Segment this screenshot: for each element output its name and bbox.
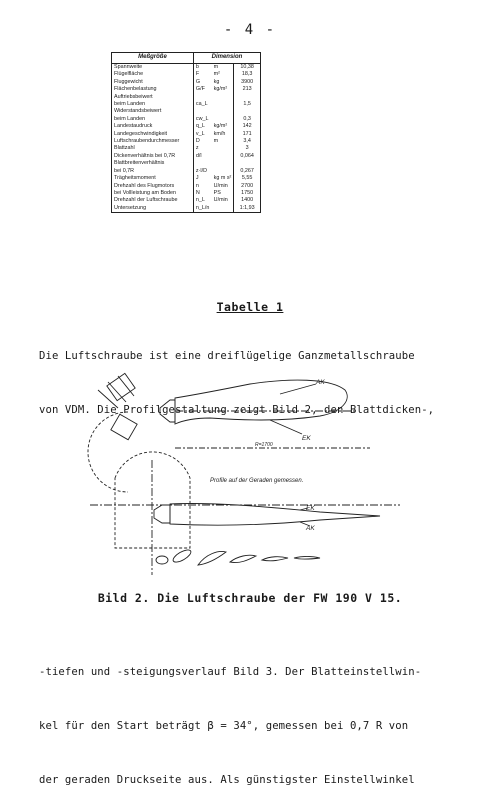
table-row <box>112 145 261 152</box>
cell-label: Trägheitsmoment <box>112 175 194 182</box>
cell-val: 1400 <box>234 197 261 204</box>
blade-stub-bottom <box>111 414 137 440</box>
cell-unit: kg/m² <box>212 86 234 93</box>
cell-sym: D <box>193 138 211 145</box>
table-row <box>112 116 261 123</box>
cell-val: 3,4 <box>234 138 261 145</box>
cell-unit <box>212 145 234 152</box>
cell-sym <box>193 108 211 115</box>
table-row <box>112 175 261 182</box>
cell-sym: z·l/D <box>193 168 211 175</box>
cell-val: 1,5 <box>234 101 261 108</box>
cell-val: 171 <box>234 131 261 138</box>
label-note: Profile auf der Geraden gemessen. <box>210 478 304 484</box>
table-row <box>112 197 261 204</box>
profile-3 <box>198 552 226 565</box>
cell-sym: n <box>193 183 211 190</box>
cell-sym: b <box>193 64 211 72</box>
hub-circle-bottom <box>115 452 190 548</box>
cell-unit: U/min <box>212 183 234 190</box>
cell-label: Landegeschwindigkeit <box>112 131 194 138</box>
table-caption: Tabelle 1 <box>216 300 284 314</box>
cell-unit <box>212 160 234 167</box>
hub-arc-top <box>88 412 128 492</box>
cell-val: 1:1,93 <box>234 205 261 213</box>
paragraph-2-line-3: der geraden Druckseite aus. Als günstigster Einstellwinkel <box>39 774 415 786</box>
cell-label: Drehzahl des Flugmotors <box>112 183 194 190</box>
label-ek-top: EK <box>302 435 311 442</box>
cell-unit: U/min <box>212 197 234 204</box>
cell-label: bei 0,7R <box>112 168 194 175</box>
cell-sym: N <box>193 190 211 197</box>
cell-val: 213 <box>234 86 261 93</box>
cell-val: 1750 <box>234 190 261 197</box>
cell-unit <box>212 168 234 175</box>
table-row <box>112 190 261 197</box>
table-row <box>112 108 261 115</box>
cell-val: 2700 <box>234 183 261 190</box>
label-radius: R=1700 <box>255 442 273 448</box>
cell-unit <box>212 153 234 160</box>
cell-label: Landestaudruck <box>112 123 194 130</box>
cell-sym: cw_L <box>193 116 211 123</box>
cell-sym: J <box>193 175 211 182</box>
profile-6 <box>294 557 320 560</box>
cell-sym: d/l <box>193 153 211 160</box>
profile-5 <box>262 557 288 561</box>
cell-label: Spannweite <box>112 64 194 72</box>
cell-label: Dickenverhältnis bei 0,7R <box>112 153 194 160</box>
table-row <box>112 71 261 78</box>
cell-val: 10,38 <box>234 64 261 72</box>
propeller-figure <box>80 360 420 590</box>
cell-val: 5,55 <box>234 175 261 182</box>
header-quantity: Meßgröße <box>112 53 194 64</box>
blade-hub-cap <box>160 400 175 422</box>
cell-val: 0,064 <box>234 153 261 160</box>
cell-val <box>234 94 261 101</box>
table-row <box>112 79 261 86</box>
cell-label: beim Landen <box>112 101 194 108</box>
cell-label: Flügelfläche <box>112 71 194 78</box>
cell-unit <box>212 108 234 115</box>
cell-val: 3 <box>234 145 261 152</box>
cell-label: Blattzahl <box>112 145 194 152</box>
paragraph-1-line-1: Die Luftschraube ist eine dreiflügelige Ganzmetallschraube <box>39 350 415 362</box>
cell-unit: kg m s² <box>212 175 234 182</box>
cell-unit <box>212 205 234 213</box>
table-row <box>112 160 261 167</box>
cell-unit: kg <box>212 79 234 86</box>
table-row <box>112 86 261 93</box>
cell-unit <box>212 116 234 123</box>
profile-4 <box>230 555 256 562</box>
table-row <box>112 131 261 138</box>
cell-unit <box>212 101 234 108</box>
cell-sym <box>193 94 211 101</box>
cell-sym: q_L <box>193 123 211 130</box>
cell-sym: v_L <box>193 131 211 138</box>
cell-unit: kg/m² <box>212 123 234 130</box>
blade-side-view <box>170 503 380 525</box>
paragraph-2-line-1: -tiefen und -steigungsverlauf Bild 3. Der Blatteinstellwin- <box>39 666 422 678</box>
paragraph-2 <box>39 627 479 807</box>
ek-leader-top <box>270 420 302 434</box>
label-ek-bottom: EK <box>306 505 315 512</box>
cell-label: Auftriebsbeiwert <box>112 94 194 101</box>
cell-sym: F <box>193 71 211 78</box>
table-row <box>112 168 261 175</box>
page-number: - 4 - <box>223 22 277 38</box>
paragraph-2-line-2: kel für den Start beträgt β = 34°, gemessen bei 0,7 R von <box>39 720 409 732</box>
blade-planform-top <box>175 380 347 424</box>
cell-val: 142 <box>234 123 261 130</box>
cell-unit: km/h <box>212 131 234 138</box>
cell-unit: m <box>212 64 234 72</box>
cell-unit: m² <box>212 71 234 78</box>
cell-label: Fluggewicht <box>112 79 194 86</box>
cell-val: 0,267 <box>234 168 261 175</box>
cell-label: Drehzahl der Luftschraube <box>112 197 194 204</box>
cell-label: bei Vollleistung am Boden <box>112 190 194 197</box>
table-row <box>112 138 261 145</box>
cell-sym: G/F <box>193 86 211 93</box>
figure-caption: Bild 2. Die Luftschraube der FW 190 V 15. <box>97 591 403 605</box>
cell-label: Luftschraubendurchmesser <box>112 138 194 145</box>
cell-label: Untersetzung <box>112 205 194 213</box>
table-row <box>112 64 261 72</box>
table-row <box>112 94 261 101</box>
cell-sym: n_L/n <box>193 205 211 213</box>
cell-sym <box>193 160 211 167</box>
cell-label: Widerstandsbeiwert <box>112 108 194 115</box>
blade-root-hatch-top <box>98 376 134 408</box>
table-row <box>112 101 261 108</box>
profile-2 <box>171 548 192 565</box>
cell-unit: PS <box>212 190 234 197</box>
cell-unit: m <box>212 138 234 145</box>
cell-label: Flächenbelastung <box>112 86 194 93</box>
table-row <box>112 123 261 130</box>
cell-sym: G <box>193 79 211 86</box>
table-row <box>112 205 261 213</box>
label-ak-bottom: AK <box>306 525 315 532</box>
profile-1 <box>156 556 168 564</box>
cell-sym: ca_L <box>193 101 211 108</box>
cell-val: 18,3 <box>234 71 261 78</box>
header-dimension: Dimension <box>193 53 260 64</box>
paragraph-1-line-2: von VDM. Die Profilgestaltung zeigt Bild 2, den Blattdicken-, <box>39 404 435 416</box>
cell-unit <box>212 94 234 101</box>
cell-sym: z <box>193 145 211 152</box>
ak-leader-top <box>280 384 316 394</box>
label-ak-top: AK <box>316 379 325 386</box>
cell-val <box>234 160 261 167</box>
table-row <box>112 153 261 160</box>
cell-val: 3900 <box>234 79 261 86</box>
table-row <box>112 183 261 190</box>
cell-val: 0,3 <box>234 116 261 123</box>
blade-hub-cap-side <box>154 505 170 523</box>
cell-label: beim Landen <box>112 116 194 123</box>
specification-table <box>111 52 261 213</box>
cell-label: Blattbreitenverhältnis <box>112 160 194 167</box>
cell-val <box>234 108 261 115</box>
cell-sym: n_L <box>193 197 211 204</box>
